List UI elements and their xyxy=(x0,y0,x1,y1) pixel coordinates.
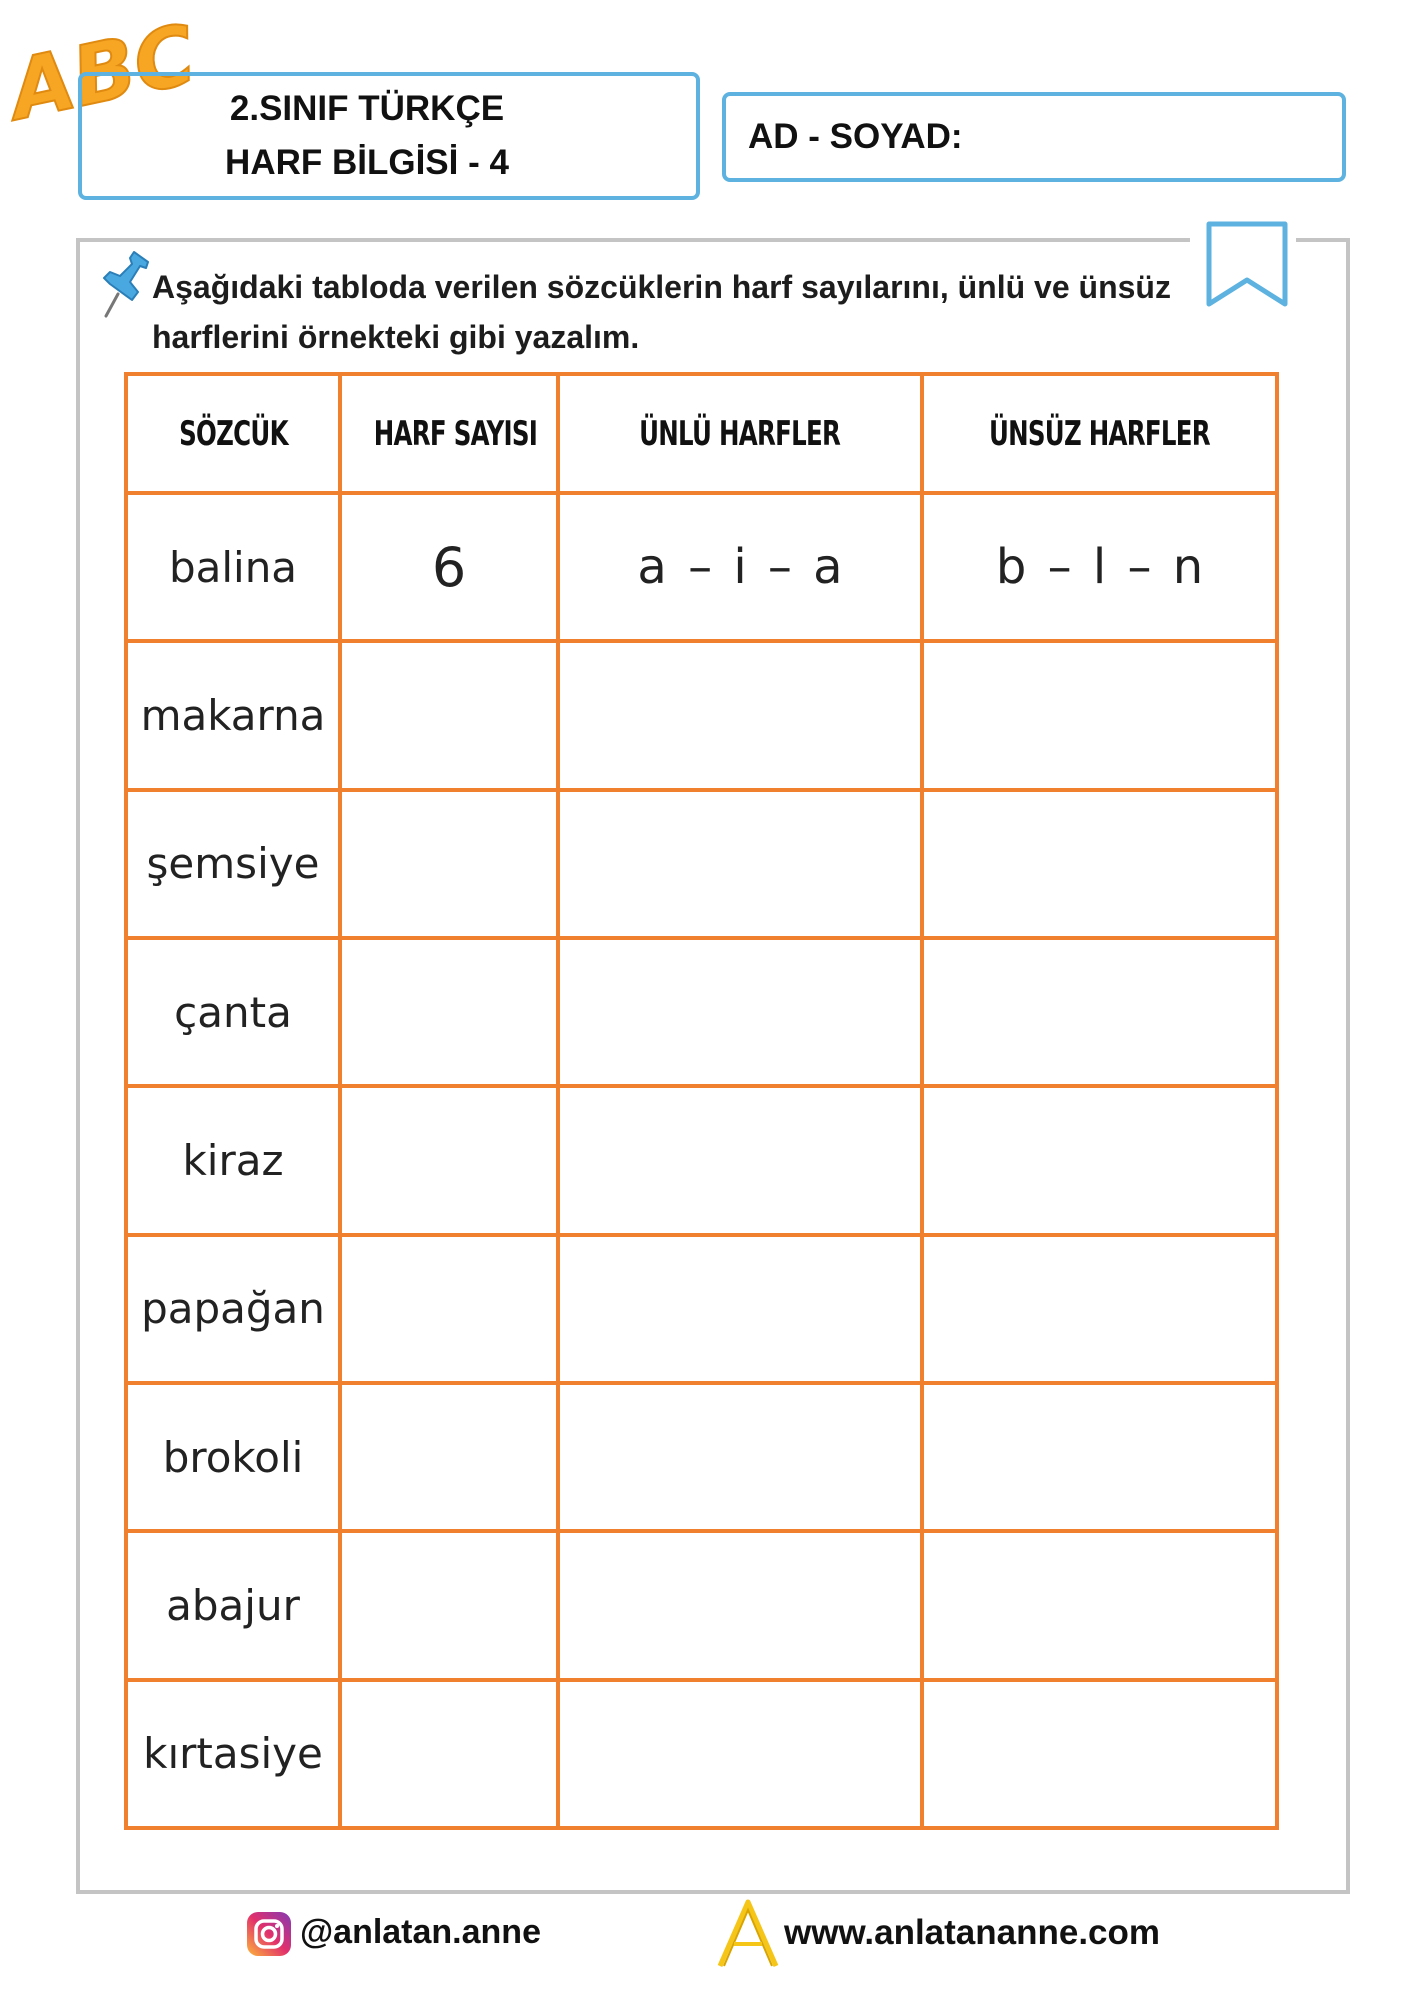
header-consonants: ÜNSÜZ HARFLER xyxy=(922,374,1277,493)
vowels-cell[interactable]: a – i – a xyxy=(558,493,922,641)
vowels-cell[interactable] xyxy=(558,938,922,1086)
site-logo-icon xyxy=(716,1898,780,1968)
table-row xyxy=(126,641,1277,789)
consonants-cell[interactable]: b – l – n xyxy=(922,493,1277,641)
table-row xyxy=(126,790,1277,938)
instruction-text: Aşağıdaki tabloda verilen sözcüklerin harf sayılarını, ünlü ve ünsüz harflerini örnekteki gibi yazalım. xyxy=(152,269,1171,355)
table-row xyxy=(126,1383,1277,1531)
word-table xyxy=(124,372,1279,1830)
table-header-row xyxy=(126,374,1277,493)
title-line-1: 2.SINIF TÜRKÇE xyxy=(229,89,505,128)
table-row xyxy=(126,1086,1277,1234)
word-cell: kırtasiye xyxy=(126,1680,340,1828)
word-cell: şemsiye xyxy=(126,790,340,938)
word-cell: balina xyxy=(126,493,340,641)
abc-logo-text: ABC xyxy=(1,7,204,139)
name-field[interactable] xyxy=(722,92,1346,182)
bookmark-icon xyxy=(1205,222,1289,308)
vowels-cell[interactable] xyxy=(558,1235,922,1383)
title-line-2: HARF BİLGİSİ - 4 xyxy=(225,143,509,182)
count-cell[interactable] xyxy=(340,1383,558,1531)
word-cell: kiraz xyxy=(126,1086,340,1234)
word-cell: papağan xyxy=(126,1235,340,1383)
consonants-cell[interactable] xyxy=(922,641,1277,789)
consonants-cell[interactable] xyxy=(922,1531,1277,1679)
title-box xyxy=(78,72,700,200)
instagram-handle[interactable]: @anlatan.anne xyxy=(300,1913,541,1951)
table-row xyxy=(126,938,1277,1086)
word-cell: abajur xyxy=(126,1531,340,1679)
count-cell[interactable] xyxy=(340,1680,558,1828)
header-word: SÖZCÜK xyxy=(126,374,340,493)
vowels-cell[interactable] xyxy=(558,790,922,938)
vowels-cell[interactable] xyxy=(558,641,922,789)
word-cell: brokoli xyxy=(126,1383,340,1531)
consonants-cell[interactable] xyxy=(922,1235,1277,1383)
count-cell[interactable] xyxy=(340,641,558,789)
count-cell[interactable] xyxy=(340,938,558,1086)
consonants-cell[interactable] xyxy=(922,938,1277,1086)
push-pin-icon xyxy=(92,250,150,322)
table-row xyxy=(126,493,1277,641)
count-cell[interactable] xyxy=(340,1531,558,1679)
table-row xyxy=(126,1235,1277,1383)
count-cell[interactable] xyxy=(340,1086,558,1234)
vowels-cell[interactable] xyxy=(558,1680,922,1828)
vowels-cell[interactable] xyxy=(558,1086,922,1234)
count-cell[interactable]: 6 xyxy=(340,493,558,641)
table-row xyxy=(126,1680,1277,1828)
consonants-cell[interactable] xyxy=(922,790,1277,938)
table-row xyxy=(126,1531,1277,1679)
word-cell: çanta xyxy=(126,938,340,1086)
consonants-cell[interactable] xyxy=(922,1383,1277,1531)
header-vowels: ÜNLÜ HARFLER xyxy=(558,374,922,493)
instagram-icon xyxy=(246,1911,292,1957)
vowels-cell[interactable] xyxy=(558,1383,922,1531)
website-link[interactable]: www.anlatananne.com xyxy=(784,1913,1161,1952)
count-cell[interactable] xyxy=(340,1235,558,1383)
count-cell[interactable] xyxy=(340,790,558,938)
consonants-cell[interactable] xyxy=(922,1086,1277,1234)
word-cell: makarna xyxy=(126,641,340,789)
name-field-label: AD - SOYAD: xyxy=(748,117,963,156)
consonants-cell[interactable] xyxy=(922,1680,1277,1828)
vowels-cell[interactable] xyxy=(558,1531,922,1679)
header-letter-count: HARF SAYISI xyxy=(340,374,558,493)
